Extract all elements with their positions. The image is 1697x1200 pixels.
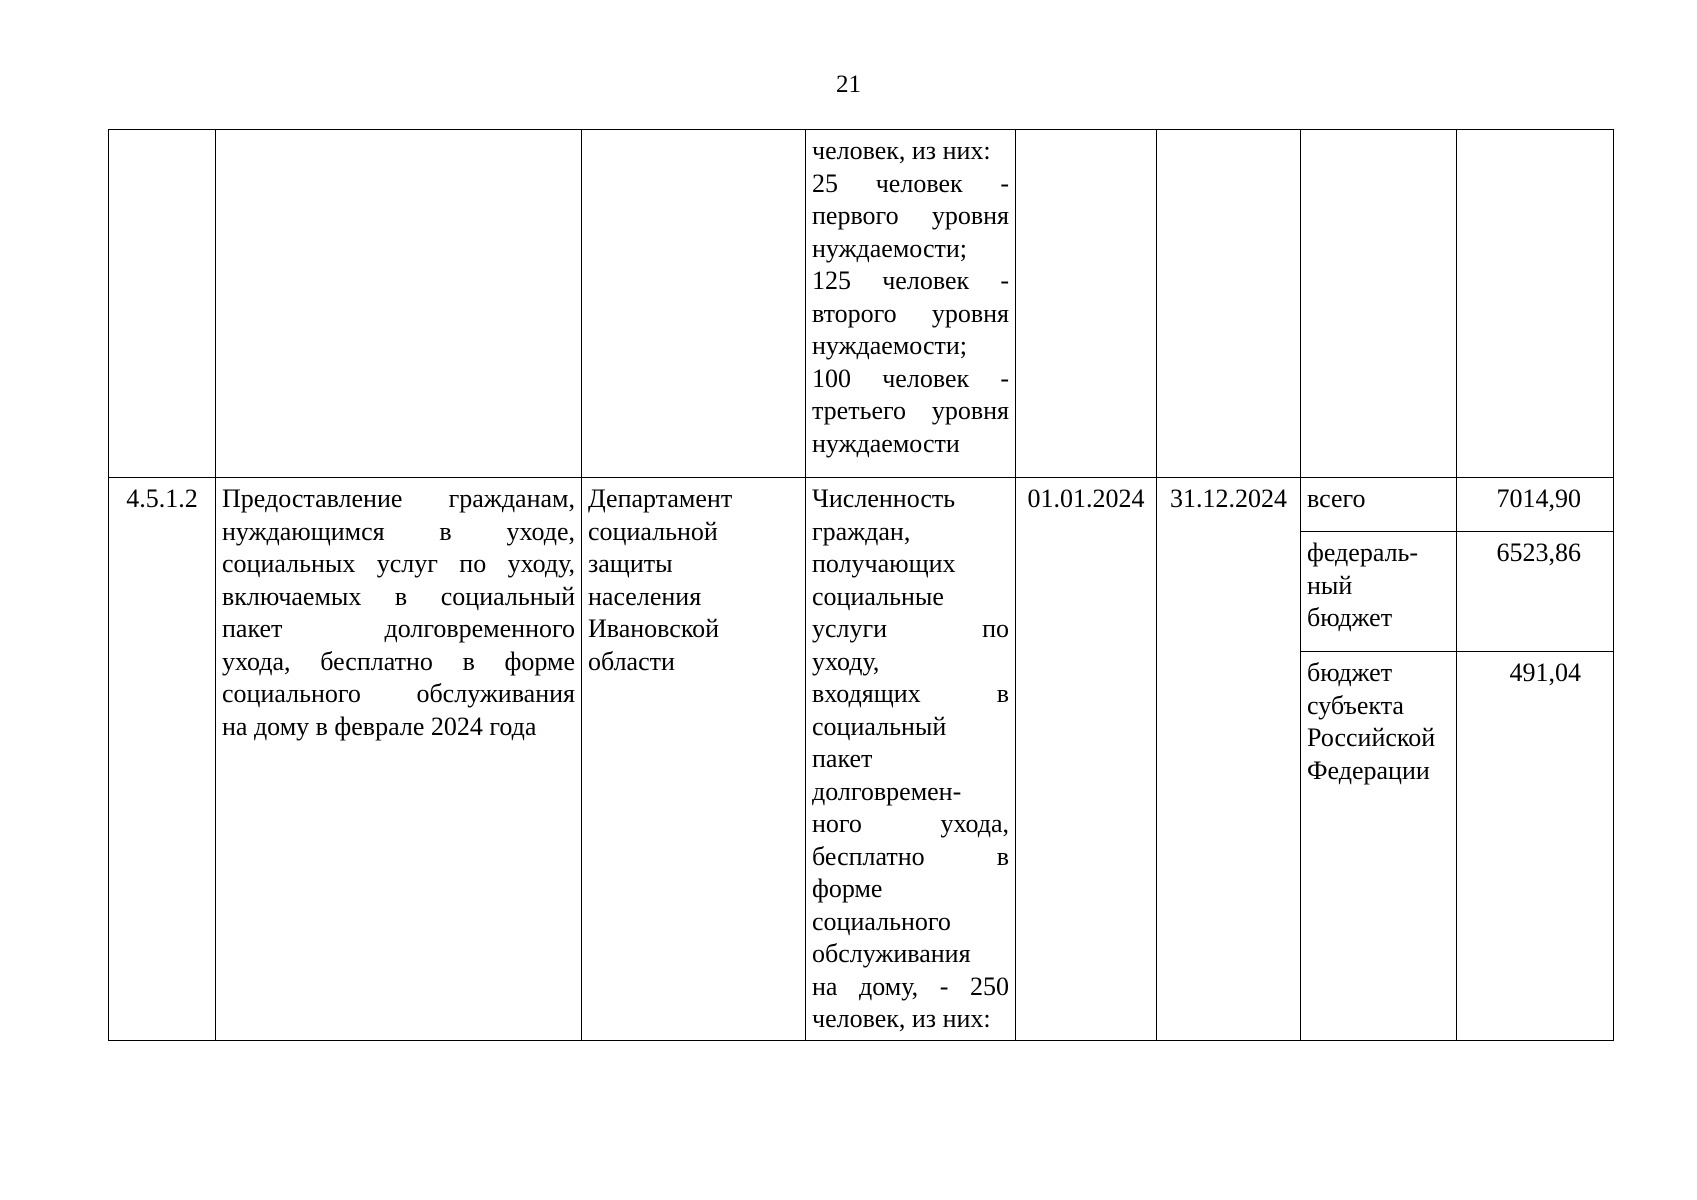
funding-source-line: федераль- <box>1307 538 1419 567</box>
indicator-line: получающих <box>812 549 956 578</box>
indicator-line: социального <box>812 906 951 936</box>
indicator-line: нуждаемости; <box>812 233 967 263</box>
activity-line: социальных услуг по уходу, <box>222 549 575 578</box>
funding-source-line: Российской <box>1307 723 1436 752</box>
cell-indicator <box>806 478 1016 1041</box>
cell-number: 4.5.1.2 <box>109 478 216 1041</box>
cell-funding-source <box>1301 130 1457 478</box>
indicator-line: третьего уровня <box>812 396 1009 425</box>
executor-line: социальной <box>588 516 718 546</box>
executor-line: защиты <box>588 549 673 578</box>
indicator-line: граждан, <box>812 516 911 546</box>
cell-start-date <box>1016 130 1157 478</box>
indicator-line: ного ухода, <box>812 809 1009 838</box>
activity-line: на дому в феврале 2024 года <box>222 711 537 741</box>
cell-executor <box>582 130 806 478</box>
indicator-line: бесплатно в <box>812 841 1009 871</box>
indicator-line: 25 человек - <box>812 168 1009 198</box>
funding-source-line: ный <box>1307 570 1353 600</box>
indicator-line: человек, из них: <box>812 1004 991 1033</box>
funding-source-line: бюджет <box>1307 658 1393 687</box>
executor-line: населения <box>588 581 702 611</box>
indicator-line: пакет <box>812 744 873 773</box>
funding-source-line: Федерации <box>1307 755 1430 785</box>
executor-line: Департамент <box>588 484 733 513</box>
cell-funding-source-federal <box>1301 532 1457 652</box>
page-number: 21 <box>836 71 861 98</box>
funding-source-line: всего <box>1307 484 1366 513</box>
indicator-line: человек, из них: <box>812 136 991 165</box>
cell-start-date: 01.01.2024 <box>1016 478 1157 1041</box>
table-row-4-5-1-2 <box>109 478 1614 532</box>
indicator-line: второго уровня <box>812 298 1009 328</box>
cell-executor <box>582 478 806 1041</box>
indicator-line: услуги по <box>812 614 1009 643</box>
indicator-line: 125 человек - <box>812 266 1009 295</box>
funding-source-line: субъекта <box>1307 690 1404 720</box>
indicator-line: нуждаемости; <box>812 331 967 360</box>
cell-funding-amount-total: 7014,90 <box>1457 478 1614 532</box>
indicator-line: форме <box>812 874 883 903</box>
activity-line: социального обслуживания <box>222 679 575 708</box>
cell-indicator <box>806 130 1016 478</box>
cell-end-date <box>1157 130 1301 478</box>
activity-line: включаемых в социальный <box>222 581 575 611</box>
indicator-line: первого уровня <box>812 201 1009 230</box>
cell-funding-amount-regional: 491,04 <box>1457 652 1614 1041</box>
indicator-line: уходу, <box>812 646 880 676</box>
indicator-line: входящих в <box>812 679 1009 708</box>
measures-table <box>108 129 1614 1041</box>
indicator-line: Численность <box>812 484 956 513</box>
funding-source-line: бюджет <box>1307 603 1393 632</box>
activity-line: Предоставление гражданам, <box>222 484 575 513</box>
executor-line: Ивановской <box>588 614 720 643</box>
cell-activity <box>216 478 582 1041</box>
indicator-line: социальные <box>812 581 944 611</box>
activity-line: пакет долговременного <box>222 614 575 643</box>
executor-line: области <box>588 646 675 676</box>
indicator-line: обслуживания <box>812 939 971 968</box>
cell-end-date: 31.12.2024 <box>1157 478 1301 1041</box>
cell-funding-amount-federal: 6523,86 <box>1457 532 1614 652</box>
activity-line: ухода, бесплатно в форме <box>222 646 575 676</box>
cell-funding-amount <box>1457 130 1614 478</box>
indicator-line: нуждаемости <box>812 428 960 458</box>
cell-number <box>109 130 216 478</box>
indicator-line: на дому, - 250 <box>812 971 1009 1001</box>
activity-line: нуждающимся в уходе, <box>222 516 575 546</box>
indicator-line: долговремен- <box>812 776 962 806</box>
indicator-line: 100 человек - <box>812 363 1009 393</box>
cell-funding-source-total <box>1301 478 1457 532</box>
cell-activity <box>216 130 582 478</box>
indicator-line: социальный <box>812 711 947 741</box>
cell-funding-source-regional <box>1301 652 1457 1041</box>
table-row-continuation <box>109 130 1614 478</box>
